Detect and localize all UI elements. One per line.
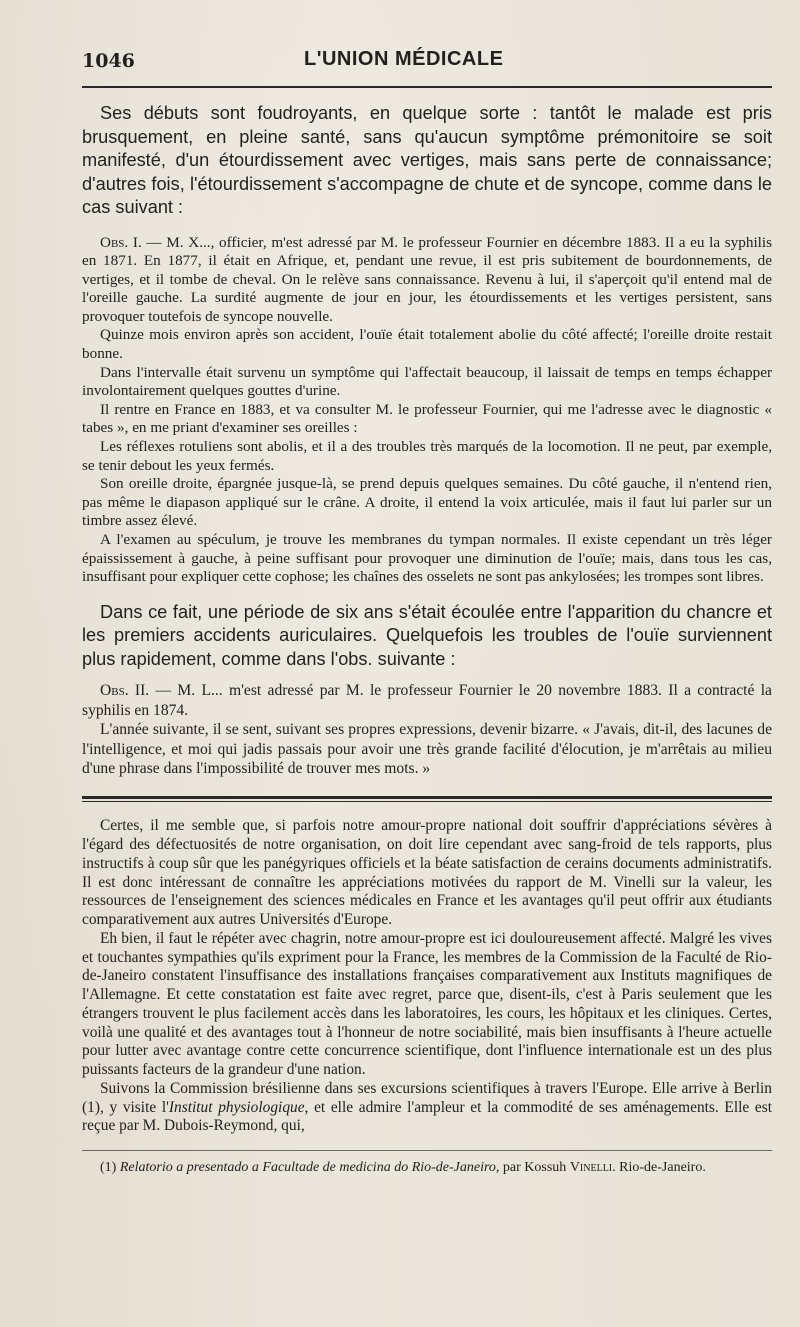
page-number: 1046: [82, 50, 135, 72]
obs1-paragraph-1: [82, 234, 772, 327]
obs1-paragraph-2: Quinze mois environ après son accident, l'ouïe était totalement abolie du côté affecté; l'oreille droite restait bonne.: [82, 326, 772, 363]
intro-paragraph: Ses débuts sont foudroyants, en quelque sorte : tantôt le malade est pris brusquement, en pleine santé, sans qu'aucun symptôme prémonitoire se soit manifesté, d'un étourdissement avec vertiges, mais sans perte de connaissance; d'autres fois, l'étourdissement s'accompagne de chute et de syncope, comme dans le cas suivant :: [82, 103, 772, 217]
obs2-paragraph-2: L'année suivante, il se sent, suivant ses propres expressions, devenir bizarre. « J'avais, dit-il, des lacunes de l'intelligence, et moi qui jadis passais pour avoir une très grande facilité d'élocution, je m'arrêtais au milieu d'une phrase dans l'impossibilité de trouver mes mots. »: [82, 721, 772, 777]
feuilleton-p3-end: , et elle admire l'ampleur et la commodité de ses aménagements. Elle est reçue par M. Dubois-Reymond, qui,: [82, 1098, 772, 1135]
feuilleton-paragraph-1: Certes, il me semble que, si parfois notre amour-propre national doit souffrir d'appréciations sévères à l'égard des défectuosités de notre organisation, on doit lire cependant avec sang-froid de tels rapports, plus instructifs à coup sûr que les panégyriques officiels et la béate satisfaction de cerains documents administratifs. Il est donc intéressant de connaître les appréciations motivées du rapport de M. Vinelli sur la valeur, les ressources de l'enseignement des sciences médicales en France et les avantages qu'il peut offrir aux étudiants comparativement aux autres Universités d'Europe.: [82, 817, 772, 929]
obs2-text-1: — M. L... m'est adressé par M. le professeur Fournier le 20 novembre 1883. Il a contracté la syphilis en 1874.: [82, 682, 772, 719]
middle-section: [82, 601, 772, 672]
obs2-paragraph-1: [82, 681, 772, 720]
header-rule: [82, 86, 772, 88]
obs2-label: Obs. II.: [100, 682, 150, 700]
obs1-paragraph-7: A l'examen au spéculum, je trouve les membranes du tympan normales. Il existe cependant un très léger épaississement à gauche, à peine suffisant pour provoquer une diminution de l'ouïe; mais, dans tous les cas, insuffisant pour expliquer cette cophose; les chaînes des osselets ne sont pas ankylosées; les trompes sont libres.: [82, 531, 772, 586]
footnote-marker: (1): [100, 1160, 117, 1176]
middle-paragraph: Dans ce fait, une période de six ans s'était écoulée entre l'apparition du chancre et les premiers accidents auriculaires. Quelquefois les troubles de l'ouïe surviennent plus rapidement, comme dans l'obs. suivante :: [82, 601, 772, 669]
feuilleton-paragraph-2: Eh bien, il faut le répéter avec chagrin, notre amour-propre est ici douloureusement affecté. Malgré les vives et touchantes sympathies qu'ils expriment pour la France, les membres de la Commission de la Faculté de Rio-de-Janeiro constatent l'insuffisance des installations françaises comparativement aux Instituts magnifiques de l'Allemagne. Et cette constatation est faite avec regret, parce que, disent-ils, c'est à Paris seulement que les étrangers trouvent le plus facilement accès dans les laboratoires, les cours, les hôpitaux et les cliniques. Certes, voilà une qualité et des avantages tout à l'honneur de notre sociabilité, mais bien insuffisants à l'heure actuelle pour lutter avec avantage contre cette concurrence scientifique, dont l'influence internationale est un des plus puissants facteurs de la grandeur d'une nation.: [82, 929, 772, 1079]
obs1-text-1: — M. X..., officier, m'est adressé par M. le professeur Fournier en décembre 1883. Il a eu la syphilis en 1871. En 1877, il était en Afrique, et, pendant une revue, il est pris subitement de bourdonnements, de vertiges, et il tombe de cheval. On le relève sans connaissance. Revenu à lui, il s'aperçoit qu'il entend mal de l'oreille gauche. La surdité augmente de jour en jour, les étourdissements et les vertiges persistent, sans provoquer toutefois de syncope nouvelle.: [82, 233, 773, 325]
footnote-place: Rio-de-Janeiro.: [615, 1160, 706, 1176]
feuilleton-paragraph-3: [82, 1080, 772, 1136]
feuilleton-section: [82, 817, 772, 1136]
obs1-label: Obs. I.: [100, 233, 142, 251]
footnote-title: Relatorio a presentado a Facultade de medicina do Rio-de-Janeiro,: [119, 1160, 500, 1176]
footnote-rule: [82, 1150, 772, 1151]
institut-name: Institut physiologique: [168, 1098, 305, 1116]
feuilleton-divider: [82, 796, 772, 802]
footnote-author: Vinelli.: [569, 1160, 616, 1176]
footnote: [82, 1159, 772, 1176]
obs1-paragraph-5: Les réflexes rotuliens sont abolis, et il a des troubles très marqués de la locomotion. Il ne peut, par exemple, se tenir debout les yeux fermés.: [82, 438, 772, 474]
running-title: L'UNION MÉDICALE: [304, 48, 504, 70]
obs1-paragraph-3: Dans l'intervalle était survenu un symptôme qui l'affectait beaucoup, il laissait de temps en temps échapper involontairement quelques gouttes d'urine.: [82, 363, 772, 400]
footnote-author-prefix: par Kossuh: [499, 1160, 570, 1176]
page-header: [82, 48, 772, 82]
observation-2: [82, 681, 772, 778]
observation-1: [82, 234, 772, 587]
feuilleton-p3-start: Suivons la Commission brésilienne dans ses excursions scientifiques à travers l'Europe. Elle arrive à Berlin (1), y visite l': [82, 1079, 772, 1116]
obs1-paragraph-6: Son oreille droite, épargnée jusque-là, se prend depuis quelques semaines. Du côté gauche, il n'entend rien, pas même le diapason appliqué sur le crâne. A droite, il entend la voix articulée, mais il faut lui parler sur un timbre assez élevé.: [82, 475, 772, 530]
obs1-paragraph-4: Il rentre en France en 1883, et va consulter M. le professeur Fournier, qui me l'adresse avec le diagnostic « tabes », en me priant d'examiner ses oreilles :: [82, 400, 772, 437]
